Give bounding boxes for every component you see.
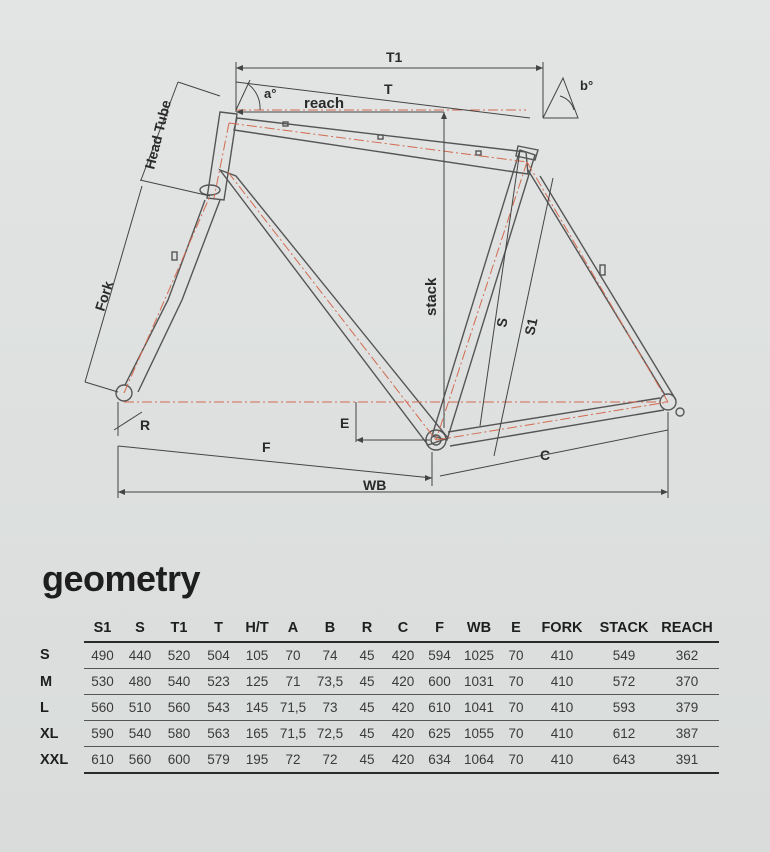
header-cell: STACK bbox=[593, 614, 655, 642]
label-fork: Fork bbox=[91, 279, 117, 313]
geometry-cell: 520 bbox=[159, 642, 199, 669]
geometry-cell: 410 bbox=[531, 721, 593, 747]
geometry-cell: 543 bbox=[199, 695, 238, 721]
geometry-cell: 410 bbox=[531, 695, 593, 721]
label-b-angle: b° bbox=[580, 78, 594, 93]
label-s: S bbox=[493, 316, 511, 329]
geometry-cell: 580 bbox=[159, 721, 199, 747]
header-cell: FORK bbox=[531, 614, 593, 642]
geometry-cell: 600 bbox=[159, 747, 199, 774]
seat-stay bbox=[528, 170, 676, 400]
geometry-cell: 504 bbox=[199, 642, 238, 669]
geometry-cell: 560 bbox=[84, 695, 121, 721]
label-wb: WB bbox=[363, 477, 387, 493]
geometry-row-m bbox=[40, 669, 719, 695]
geometry-cell: 523 bbox=[199, 669, 238, 695]
geometry-cell: 549 bbox=[593, 642, 655, 669]
geometry-cell: 594 bbox=[422, 642, 457, 669]
geometry-title: geometry bbox=[42, 558, 201, 599]
geometry-cell: 420 bbox=[384, 669, 422, 695]
geometry-cell: 70 bbox=[501, 721, 531, 747]
geometry-cell: 540 bbox=[121, 721, 159, 747]
geometry-cell: 165 bbox=[238, 721, 276, 747]
geometry-table bbox=[40, 614, 719, 774]
down-tube bbox=[220, 170, 448, 445]
header-cell: S bbox=[121, 614, 159, 642]
geometry-cell: 195 bbox=[238, 747, 276, 774]
geometry-cell: 73 bbox=[310, 695, 350, 721]
geometry-row-l bbox=[40, 695, 719, 721]
geometry-cell: 45 bbox=[350, 669, 384, 695]
size-label: XL bbox=[40, 725, 59, 742]
geometry-cell: 510 bbox=[121, 695, 159, 721]
header-cell: WB bbox=[457, 614, 501, 642]
header-cell: T bbox=[199, 614, 238, 642]
geometry-cell: 410 bbox=[531, 669, 593, 695]
geometry-cell: 391 bbox=[655, 747, 719, 774]
geometry-cell: 600 bbox=[422, 669, 457, 695]
geometry-cell: 410 bbox=[531, 642, 593, 669]
label-r: R bbox=[140, 417, 151, 433]
geometry-cell: 420 bbox=[384, 695, 422, 721]
geometry-cell: 125 bbox=[238, 669, 276, 695]
geometry-cell: 1055 bbox=[457, 721, 501, 747]
geometry-cell: 70 bbox=[276, 642, 310, 669]
geometry-cell: 379 bbox=[655, 695, 719, 721]
header-cell: T1 bbox=[159, 614, 199, 642]
geometry-cell: 1025 bbox=[457, 642, 501, 669]
header-cell: H/T bbox=[238, 614, 276, 642]
label-t: T bbox=[384, 81, 393, 97]
geometry-cell: 579 bbox=[199, 747, 238, 774]
geometry-cell: 70 bbox=[501, 695, 531, 721]
geometry-cell: 420 bbox=[384, 747, 422, 774]
geometry-cell: 70 bbox=[501, 669, 531, 695]
geometry-cell: 45 bbox=[350, 695, 384, 721]
geometry-cell: 387 bbox=[655, 721, 719, 747]
header-cell: C bbox=[384, 614, 422, 642]
geometry-cell: 490 bbox=[84, 642, 121, 669]
geometry-cell: 530 bbox=[84, 669, 121, 695]
header-cell: REACH bbox=[655, 614, 719, 642]
geometry-cell: 71 bbox=[276, 669, 310, 695]
size-label: S bbox=[40, 647, 50, 664]
geometry-row-s bbox=[40, 642, 719, 669]
geometry-cell: 560 bbox=[159, 695, 199, 721]
geometry-cell: 72,5 bbox=[310, 721, 350, 747]
geometry-cell: 410 bbox=[531, 747, 593, 774]
geometry-cell: 612 bbox=[593, 721, 655, 747]
geometry-row-xl bbox=[40, 721, 719, 747]
label-c: C bbox=[540, 447, 551, 463]
geometry-cell: 593 bbox=[593, 695, 655, 721]
geometry-cell: 72 bbox=[310, 747, 350, 774]
geometry-header-row bbox=[40, 614, 719, 642]
geometry-cell: 70 bbox=[501, 642, 531, 669]
geometry-table-body bbox=[40, 642, 719, 773]
fork-blade bbox=[125, 200, 220, 392]
geometry-cell: 643 bbox=[593, 747, 655, 774]
geometry-cell: 45 bbox=[350, 747, 384, 774]
geometry-cell: 145 bbox=[238, 695, 276, 721]
geometry-cell: 480 bbox=[121, 669, 159, 695]
geometry-row-xxl bbox=[40, 747, 719, 774]
label-s1: S1 bbox=[521, 316, 541, 337]
header-cell: B bbox=[310, 614, 350, 642]
size-label: XXL bbox=[40, 751, 69, 768]
geometry-cell: 71,5 bbox=[276, 721, 310, 747]
header-cell: E bbox=[501, 614, 531, 642]
geometry-cell: 634 bbox=[422, 747, 457, 774]
geometry-cell: 71,5 bbox=[276, 695, 310, 721]
header-corner bbox=[40, 614, 84, 642]
geometry-cell: 563 bbox=[199, 721, 238, 747]
header-cell: S1 bbox=[84, 614, 121, 642]
geometry-cell: 420 bbox=[384, 721, 422, 747]
geometry-cell: 1041 bbox=[457, 695, 501, 721]
geometry-cell: 420 bbox=[384, 642, 422, 669]
geometry-cell: 1064 bbox=[457, 747, 501, 774]
dimension-arrows bbox=[118, 65, 668, 495]
label-head-tube: Head Tube bbox=[141, 98, 174, 171]
geometry-cell: 540 bbox=[159, 669, 199, 695]
label-reach: reach bbox=[304, 95, 345, 112]
header-cell: A bbox=[276, 614, 310, 642]
label-f: F bbox=[262, 439, 271, 455]
geometry-cell: 625 bbox=[422, 721, 457, 747]
geometry-cell: 45 bbox=[350, 721, 384, 747]
geometry-cell: 370 bbox=[655, 669, 719, 695]
geometry-cell: 73,5 bbox=[310, 669, 350, 695]
size-label: L bbox=[40, 699, 49, 716]
dimension-lines bbox=[85, 62, 668, 498]
geometry-cell: 74 bbox=[310, 642, 350, 669]
geometry-cell: 105 bbox=[238, 642, 276, 669]
header-cell: R bbox=[350, 614, 384, 642]
geometry-cell: 440 bbox=[121, 642, 159, 669]
label-e: E bbox=[340, 415, 350, 431]
label-t1: T1 bbox=[386, 49, 403, 65]
header-cell: F bbox=[422, 614, 457, 642]
geometry-cell: 1031 bbox=[457, 669, 501, 695]
geometry-cell: 610 bbox=[422, 695, 457, 721]
geometry-cell: 72 bbox=[276, 747, 310, 774]
geometry-cell: 560 bbox=[121, 747, 159, 774]
top-tube bbox=[234, 118, 528, 174]
label-stack: stack bbox=[423, 277, 440, 316]
geometry-cell: 590 bbox=[84, 721, 121, 747]
geometry-cell: 610 bbox=[84, 747, 121, 774]
frame-centerlines bbox=[124, 110, 668, 440]
size-label: M bbox=[40, 673, 53, 690]
geometry-cell: 572 bbox=[593, 669, 655, 695]
geometry-cell: 70 bbox=[501, 747, 531, 774]
geometry-cell: 45 bbox=[350, 642, 384, 669]
label-a-angle: a° bbox=[264, 86, 277, 101]
geometry-cell: 362 bbox=[655, 642, 719, 669]
bike-frame bbox=[116, 112, 684, 450]
